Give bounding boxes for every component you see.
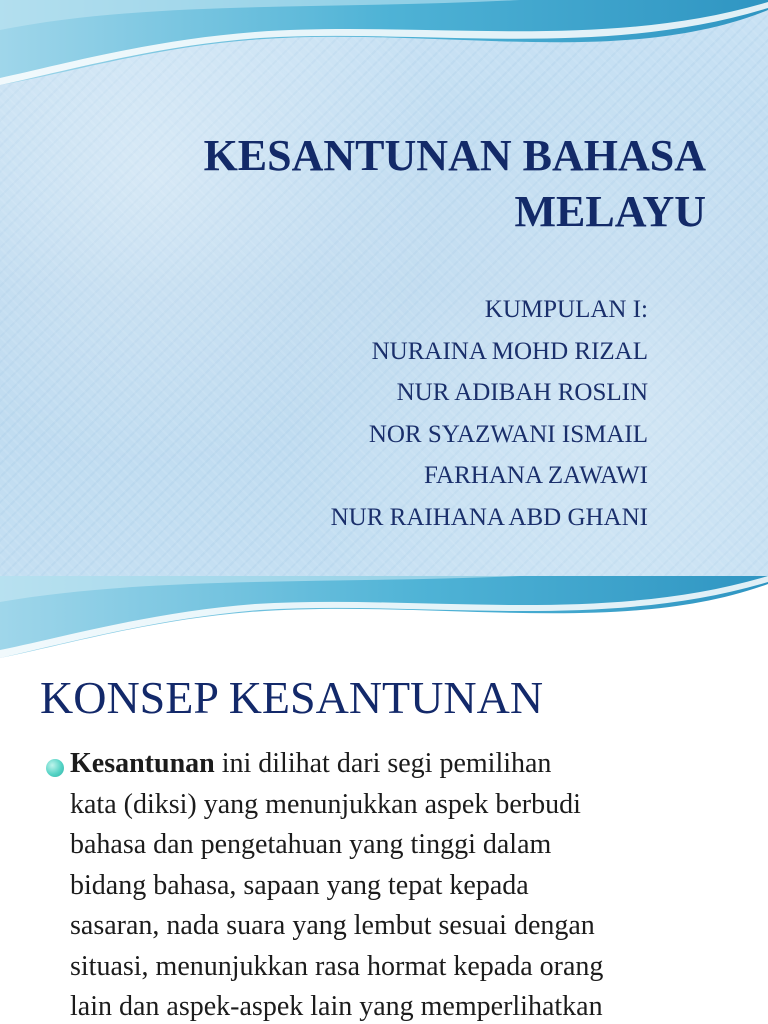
- slide-heading: KONSEP KESANTUNAN: [40, 672, 544, 723]
- author-name: NOR SYAZWANI ISMAIL: [368, 420, 648, 448]
- wave-decoration: [0, 576, 768, 666]
- author-name: FARHANA ZAWAWI: [424, 462, 648, 489]
- title-line-1: KESANTUNAN BAHASA: [203, 131, 706, 180]
- title-line-2: MELAYU: [514, 187, 706, 236]
- author-list: [331, 289, 648, 538]
- author-name: NUR ADIBAH ROSLIN: [396, 379, 648, 406]
- slide-title: [204, 128, 706, 240]
- bullet-text: [46, 744, 746, 1024]
- bullet-line: kata (diksi) yang menunjukkan aspek berbudi: [70, 788, 581, 820]
- bullet-item: [46, 744, 746, 1024]
- content-slide: [0, 576, 768, 1024]
- bullet-lead-word: Kesantunan: [70, 748, 215, 779]
- author-name: NURAINA MOHD RIZAL: [371, 337, 648, 365]
- author-name: NUR RAIHANA ABD GHANI: [330, 503, 648, 531]
- wave-decoration: [0, 0, 768, 95]
- bullet-line: ini dilihat dari segi pemilihan: [214, 748, 552, 779]
- bullet-line: sasaran, nada suara yang lembut sesuai dengan: [70, 910, 595, 941]
- group-label: KUMPULAN I:: [484, 296, 648, 323]
- bullet-line: bidang bahasa, sapaan yang tepat kepada: [70, 869, 529, 901]
- bullet-line: bahasa dan pengetahuan yang tinggi dalam: [70, 829, 552, 860]
- bullet-line: situasi, menunjukkan rasa hormat kepada orang: [70, 950, 604, 982]
- bullet-dot-icon: [46, 759, 64, 777]
- bullet-line: lain dan aspek-aspek lain yang memperlihatkan: [70, 991, 603, 1022]
